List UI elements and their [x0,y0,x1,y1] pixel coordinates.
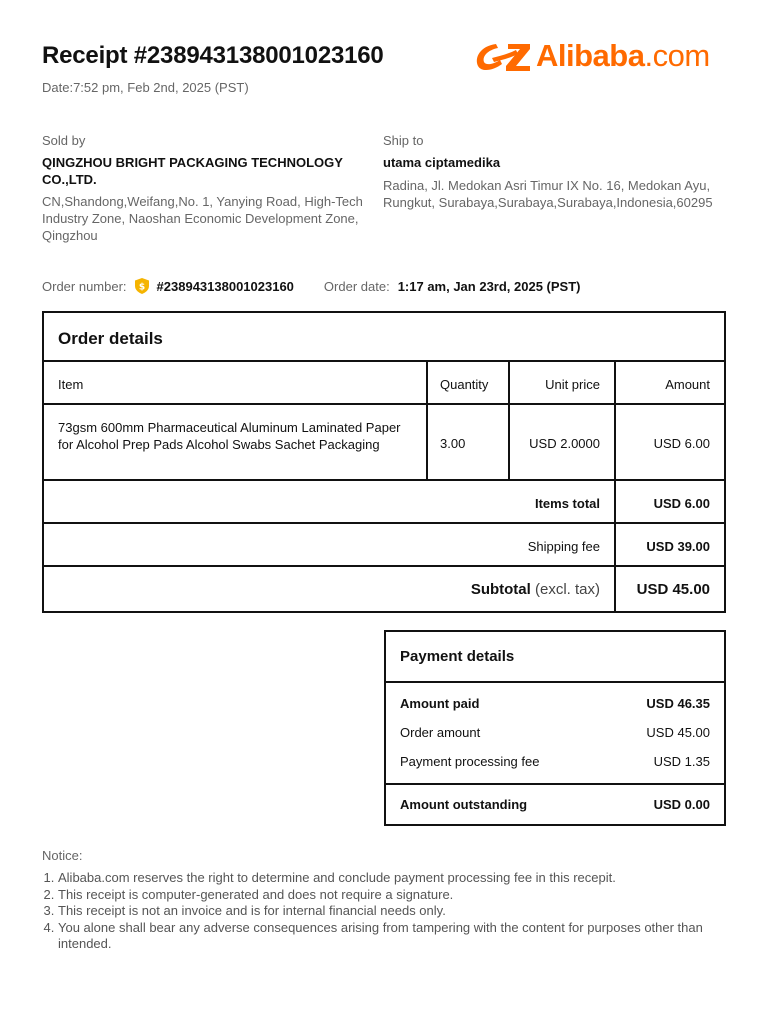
alibaba-logo-mark-icon [472,36,534,76]
notice-label: Notice: [42,848,83,863]
order-date-label: Order date: [323,278,390,294]
recipient-name: utama ciptamedika [383,155,501,170]
logo-wordmark: Alibaba [536,38,645,73]
divider [386,783,724,785]
column-header-amount: Amount [665,377,710,392]
divider [386,681,724,683]
order-details-title: Order details [58,329,163,348]
divider [44,565,724,567]
subtotal-label: Subtotal [470,581,531,598]
divider [426,360,428,481]
notice-item: 1. Alibaba.com reserves the right to determine and conclude payment processing fee in this recepit. [58,870,748,887]
alibaba-logo [472,36,710,76]
order-number: #238943138001023160 [156,278,294,294]
payment-details-box [384,630,726,826]
subtotal-label-group [44,581,600,598]
order-date: 1:17 am, Jan 23rd, 2025 (PST) [397,278,581,294]
order-number-label: Order number: [42,278,127,294]
divider [44,479,724,481]
amount-outstanding-value: USD 0.00 [653,797,710,812]
items-total-value: USD 6.00 [653,496,710,511]
seller-address: CN,Shandong,Weifang,No. 1, Yanying Road, High-Tech Industry Zone, Naoshan Economic Development Zone, Qingzhou [42,194,363,243]
divider [44,403,724,405]
payment-details-title: Payment details [400,648,515,665]
receipt-date: Date:7:52 pm, Feb 2nd, 2025 (PST) [42,80,249,95]
column-header-unit-price: Unit price [545,377,600,392]
recipient-address: Radina, Jl. Medokan Asri Timur IX No. 16, Medokan Ayu, Rungkut, Surabaya,Surabaya,Surabaya,Indonesia,60295 [383,178,713,210]
seller-name: QINGZHOU BRIGHT PACKAGING TECHNOLOGY CO.,LTD. [42,155,343,187]
column-header-quantity: Quantity [440,377,489,392]
column-header-item: Item [58,377,84,392]
item-description: 73gsm 600mm Pharmaceutical Aluminum Laminated Paper for Alcohol Prep Pads Alcohol Swabs Sachet Packaging [58,420,401,452]
notice-list [42,870,748,953]
divider [44,522,724,524]
subtotal-value: USD 45.00 [636,581,710,598]
amount-outstanding-label: Amount outstanding [400,797,528,812]
item-unit-price: USD 2.0000 [529,436,600,451]
order-amount-label: Order amount [400,725,481,740]
notice-item: 4. You alone shall bear any adverse consequences arising from tampering with the content for purposes other than intended. [58,920,748,953]
subtotal-note: (excl. tax) [534,581,600,598]
processing-fee-label: Payment processing fee [400,754,540,769]
receipt-title: Receipt #238943138001023160 [42,42,384,69]
notice-item: 2. This receipt is computer-generated and does not require a signature. [58,887,748,904]
sold-by-label: Sold by [42,133,86,148]
amount-paid-label: Amount paid [400,696,480,711]
verified-shield-icon [135,278,149,294]
amount-paid-row [400,696,710,711]
logo-suffix: .com [644,38,710,73]
ship-to-label: Ship to [383,133,424,148]
item-amount: USD 6.00 [653,436,710,451]
order-amount-value: USD 45.00 [646,725,710,740]
processing-fee-value: USD 1.35 [653,754,710,769]
svg-text:$: $ [138,282,145,293]
processing-fee-row [400,754,710,769]
shipping-fee-value: USD 39.00 [646,539,710,554]
divider [614,360,616,611]
order-details-table [42,311,726,613]
amount-paid-value: USD 46.35 [646,696,710,711]
shipping-fee-label: Shipping fee [527,539,600,554]
order-info-row [42,278,581,294]
order-amount-row [400,725,710,740]
item-quantity: 3.00 [440,436,466,451]
items-total-label: Items total [534,496,600,511]
amount-outstanding-row [400,797,710,812]
notice-item: 3. This receipt is not an invoice and is for internal financial needs only. [58,903,748,920]
divider [44,360,724,362]
